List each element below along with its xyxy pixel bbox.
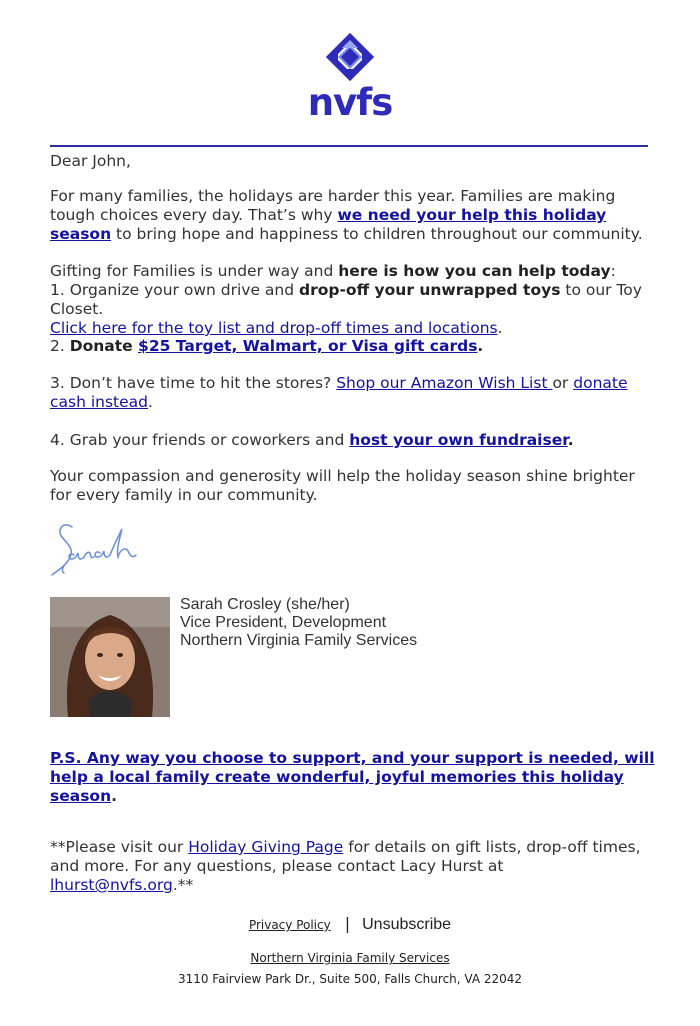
- toy-list-link[interactable]: Click here for the toy list and drop-off times and locations: [50, 319, 498, 337]
- step4-period: .: [567, 431, 574, 449]
- help-holiday-link[interactable]: we need your help this holiday season: [50, 206, 607, 243]
- fundraiser-link[interactable]: host your own fundraiser: [349, 431, 568, 449]
- intro-text-end: to bring hope and happiness to children throughout our community.: [111, 225, 643, 243]
- contact-email-link[interactable]: lhurst@nvfs.org: [50, 876, 173, 894]
- greeting: Dear John,: [50, 152, 131, 170]
- gifting-text: Gifting for Families is under way and: [50, 262, 339, 280]
- step1-text: 1. Organize your own drive and: [50, 281, 300, 299]
- signer-organization: Northern Virginia Family Services: [180, 632, 418, 649]
- postscript-period: .: [111, 787, 117, 805]
- step2-period: .: [477, 337, 484, 355]
- organization-link[interactable]: Northern Virginia Family Services: [250, 951, 450, 965]
- compassion-paragraph: Your compassion and generosity will help the holiday season shine brighter for every family in our community.: [50, 467, 635, 504]
- donate-step: [50, 337, 483, 356]
- gifting-paragraph: [50, 262, 650, 338]
- fundraiser-step: [50, 431, 574, 450]
- postscript-link[interactable]: P.S. Any way you choose to support, and your support is needed, will help a local family create wonderful, joyful memories this holiday season: [50, 749, 655, 805]
- step3-or: or: [552, 374, 574, 392]
- step3-text: 3. Don’t have time to hit the stores?: [50, 374, 337, 392]
- visit-paragraph: [50, 838, 650, 895]
- gifting-colon: :: [610, 262, 616, 280]
- privacy-policy-link[interactable]: Privacy Policy: [248, 918, 331, 932]
- signer-name: Sarah Crosley (she/her): [180, 596, 350, 613]
- amazon-wish-list-link[interactable]: Shop our Amazon Wish List: [336, 374, 553, 392]
- step1-text-end: to our Toy Closet.: [50, 281, 642, 318]
- footer-organization: [0, 951, 700, 965]
- holiday-giving-page-link[interactable]: Holiday Giving Page: [188, 838, 344, 856]
- footer-links: [0, 914, 700, 934]
- donate-bold: Donate: [69, 337, 139, 355]
- footer-address: 3110 Fairview Park Dr., Suite 500, Falls Church, VA 22042: [177, 972, 523, 986]
- donate-cash-link[interactable]: donate cash instead: [50, 374, 628, 411]
- footer-separator: |: [344, 914, 351, 933]
- step1-period: .: [497, 319, 503, 337]
- visit-text-end: .**: [172, 876, 194, 894]
- shop-step: [50, 374, 650, 412]
- gifting-bold: here is how you can help today: [338, 262, 611, 280]
- intro-text-start: For many families, the holidays are harder this year. Families are making tough choices every day. That’s why: [50, 187, 616, 224]
- person-portrait-icon: [50, 597, 170, 717]
- step4-text: 4. Grab your friends or coworkers and: [50, 431, 350, 449]
- visit-text-middle: for details on gift lists, drop-off times, and more. For any questions, please contact Lacy Hurst at: [50, 838, 641, 875]
- unsubscribe-link[interactable]: Unsubscribe: [362, 916, 452, 933]
- nvfs-diamond-logo-icon: [325, 32, 375, 82]
- gift-cards-link[interactable]: $25 Target, Walmart, or Visa gift cards: [138, 337, 478, 355]
- intro-paragraph: [50, 187, 650, 244]
- headshot-photo: [50, 597, 170, 717]
- step2-number: 2.: [50, 337, 70, 355]
- step1-bold: drop-off your unwrapped toys: [299, 281, 561, 299]
- nvfs-logo[interactable]: [300, 32, 400, 124]
- step3-period: .: [148, 393, 153, 411]
- handwritten-signature: [50, 515, 150, 580]
- signature-block: [180, 596, 417, 650]
- logo-wordmark: nvfs: [307, 81, 393, 124]
- header-divider: [50, 145, 648, 147]
- postscript: [50, 749, 655, 806]
- visit-text-start: **Please visit our: [50, 838, 189, 856]
- signer-title: Vice President, Development: [180, 614, 387, 631]
